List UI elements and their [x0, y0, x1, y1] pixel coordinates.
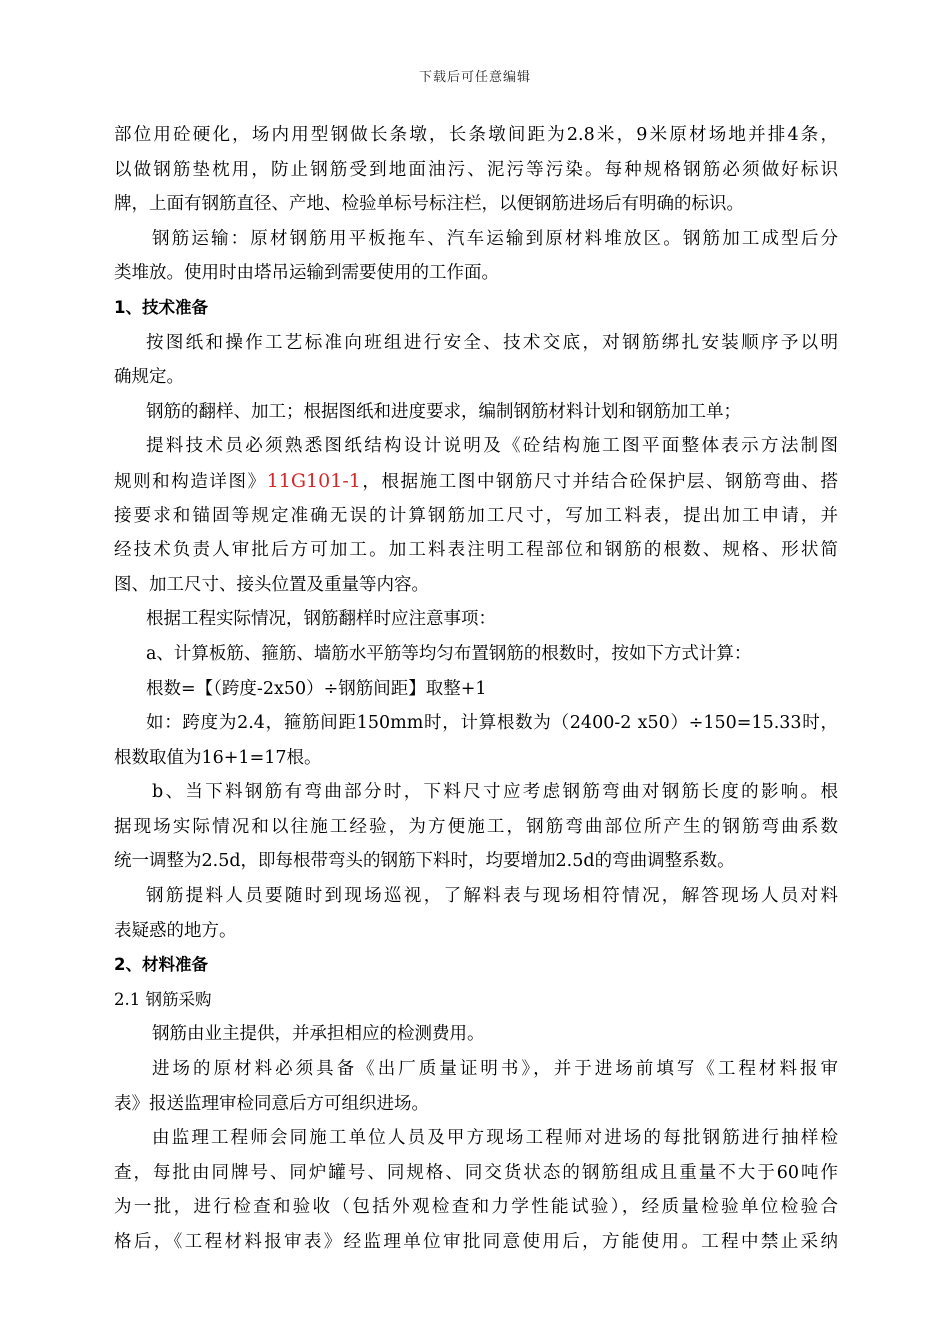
text-line	[114, 464, 838, 499]
text-line: 2.1 钢筋采购	[114, 989, 212, 1009]
text-line: 进场的原材料必须具备《出厂质量证明书》，并于进场前填写《工程材料报审	[152, 1059, 838, 1080]
text-line: 按图纸和操作工艺标准向班组进行安全、技术交底，对钢筋绑扎安装顺序予以明	[146, 332, 838, 353]
text-line: 根据工程实际情况，钢筋翻样时应注意事项：	[146, 609, 496, 630]
text-line: 格后，《工程材料报审表》经监理单位审批同意使用后，方能使用。工程中禁止采纳	[114, 1232, 838, 1252]
text-line: 部位用砼硬化，场内用型钢做长条墩，长条墩间距为2.8米，9米原材场地并排4条，	[114, 125, 838, 145]
text-line: 由监理工程师会同施工单位人员及甲方现场工程师对进场的每批钢筋进行抽样检	[152, 1128, 838, 1149]
text-line: 钢筋由业主提供，并承担相应的检测费用。	[152, 1024, 485, 1045]
text-line: 据现场实际情况和以往施工经验，为方便施工，钢筋弯曲部位所产生的钢筋弯曲系数	[114, 816, 838, 837]
section-heading: 2、材料准备	[114, 955, 208, 975]
text-line: a、计算板筋、箍筋、墙筋水平筋等均匀布置钢筋的根数时，按如下方式计算：	[146, 643, 752, 664]
document-body	[114, 118, 838, 1260]
text-line: 确规定。	[114, 367, 184, 388]
text-segment: ，根据施工图中钢筋尺寸并结合砼保护层、钢筋弯曲、搭	[360, 471, 838, 492]
text-line: 以做钢筋垫枕用，防止钢筋受到地面油污、泥污等污染。每种规格钢筋必须做好标识	[114, 159, 838, 180]
text-line: b、当下料钢筋有弯曲部分时，下料尺寸应考虑钢筋弯曲对钢筋长度的影响。根	[152, 782, 838, 803]
text-line: 统一调整为2.5d，即每根带弯头的钢筋下料时，均要增加2.5d的弯曲调整系数。	[114, 851, 735, 872]
text-line: 类堆放。使用时由塔吊运输到需要使用的工作面。	[114, 263, 499, 284]
text-line: 图、加工尺寸、接头位置及重量等内容。	[114, 574, 429, 595]
text-line: 接要求和锚固等规定准确无误的计算钢筋加工尺寸，写加工料表，提出加工申请，并	[114, 505, 838, 526]
standard-code: 11G101-1	[266, 469, 361, 492]
text-line: 查，每批由同牌号、同炉罐号、同规格、同交货状态的钢筋组成且重量不大于60吨作	[114, 1162, 838, 1183]
text-line: 钢筋提料人员要随时到现场巡视，了解料表与现场相符情况，解答现场人员对料	[146, 886, 838, 907]
page-header: 下载后可任意编辑	[418, 70, 531, 85]
text-line: 钢筋运输：原材钢筋用平板拖车、汽车运输到原材料堆放区。钢筋加工成型后分	[152, 228, 838, 249]
text-line: 表》报送监理审检同意后方可组织进场。	[114, 1093, 429, 1114]
text-line: 钢筋的翻样、加工；根据图纸和进度要求，编制钢筋材料计划和钢筋加工单；	[146, 401, 741, 422]
text-line: 根数=【（跨度-2x50）÷钢筋间距】取整+1	[146, 678, 487, 699]
text-line: 表疑惑的地方。	[114, 920, 237, 941]
text-line: 如：跨度为2.4，箍筋间距150mm时，计算根数为（2400-2 x50）÷150=15.33时，	[146, 713, 838, 734]
text-line: 提料技术员必须熟悉图纸结构设计说明及《砼结构施工图平面整体表示方法制图	[146, 436, 838, 457]
text-line: 牌，上面有钢筋直径、产地、检验单标号标注栏，以便钢筋进场后有明确的标识。	[114, 194, 744, 215]
text-line: 经技术负责人审批后方可加工。加工料表注明工程部位和钢筋的根数、规格、形状简	[114, 540, 838, 561]
text-line: 根数取值为16+1=17根。	[114, 747, 322, 768]
text-segment: 规则和构造详图》	[114, 471, 267, 492]
text-line: 为一批，进行检查和验收（包括外观检查和力学性能试验），经质量检验单位检验合	[114, 1197, 838, 1218]
section-heading: 1、技术准备	[114, 297, 208, 317]
